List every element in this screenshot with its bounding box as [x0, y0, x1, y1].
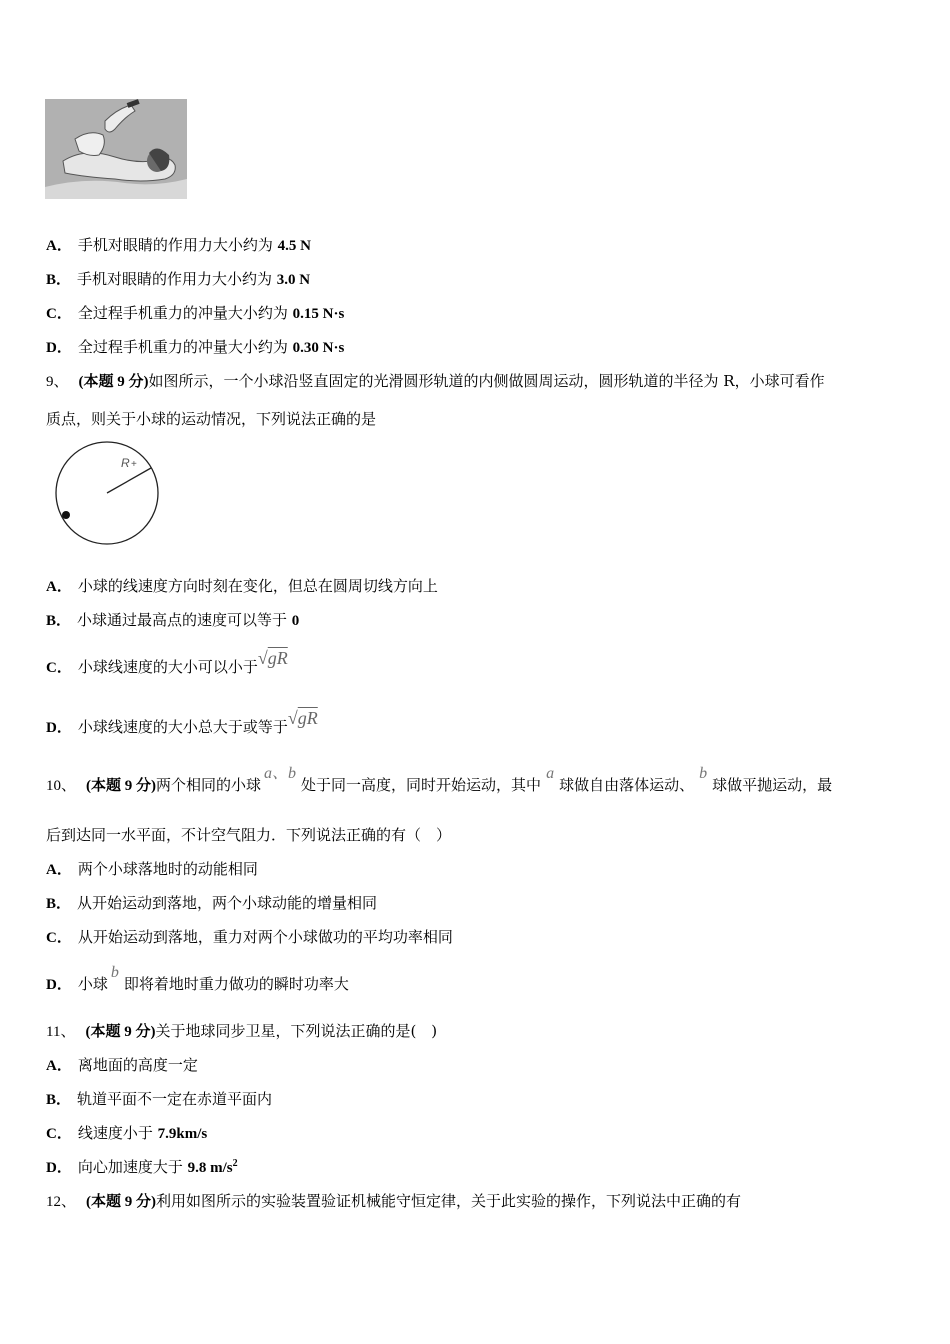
option-text: 小球线速度的大小总大于或等于 [77, 718, 288, 736]
option-label: B． [46, 896, 72, 912]
radius-arrow-icon: + [131, 459, 137, 470]
option-value: 0 [291, 613, 300, 629]
option-label: C． [46, 660, 72, 676]
q10-stem-line2 [46, 825, 451, 845]
option-text: 从开始运动到落地，两个小球动能的增量相同 [77, 894, 378, 912]
q9-option-d [46, 708, 318, 738]
option-label: B． [46, 613, 72, 629]
variable-a: a [264, 765, 273, 782]
option-label: A． [46, 862, 72, 878]
sqrt-radicand: gR [297, 708, 318, 728]
q9-option-c [46, 648, 288, 678]
option-label: B． [46, 1092, 72, 1108]
option-text: 线速度小于 [77, 1124, 158, 1142]
option-text: 两个小球落地时的动能相同 [77, 860, 258, 878]
question-stem-continued: 后到达同一水平面，不计空气阻力．下列说法正确的有（ ） [46, 826, 452, 844]
option-value: 7.9km/s [157, 1126, 208, 1142]
option-label: A． [46, 1058, 72, 1074]
option-value: 0.30 N·s [292, 340, 345, 356]
question-stem: 如图所示，一个小球沿竖直固定的光滑圆形轨道的内侧做圆周运动，圆形轨道的半径为 R，小球可看作 [148, 372, 825, 390]
question-score: (本题 9 分) [85, 1024, 156, 1040]
question-number: 11、 [46, 1024, 76, 1040]
question-score: (本题 9 分) [86, 1194, 157, 1210]
option-label: C． [46, 930, 72, 946]
question-stem: 关于地球同步卫星，下列说法正确的是( ) [155, 1022, 438, 1040]
q12-stem [46, 1191, 741, 1212]
question-score: (本题 9 分) [86, 778, 157, 794]
sqrt-expression: √gR [287, 708, 318, 728]
option-label: C． [46, 306, 72, 322]
q8-option-a [46, 235, 311, 256]
option-label: A． [46, 579, 72, 595]
option-text: 手机对眼睛的作用力大小约为 [77, 236, 278, 254]
question-score: (本题 9 分) [78, 374, 149, 390]
option-text: 全过程手机重力的冲量大小约为 [77, 304, 293, 322]
option-text: 手机对眼睛的作用力大小约为 [77, 270, 277, 288]
q11-option-b [46, 1089, 272, 1110]
question-stem-part3: 球做自由落体运动、 [559, 776, 695, 794]
q10-option-a [46, 859, 258, 880]
option-text-pre: 小球 [77, 975, 108, 993]
q8-option-c [46, 303, 344, 324]
variable-a: a [546, 765, 555, 782]
question-number: 12、 [46, 1194, 77, 1210]
option-label: D． [46, 1160, 72, 1176]
option-label: B． [46, 272, 72, 288]
option-label: D． [46, 720, 72, 736]
variable-b: b [288, 765, 297, 782]
radius-label: R [121, 456, 130, 470]
option-text: 小球线速度的大小可以小于 [77, 658, 258, 676]
option-label: C． [46, 1126, 72, 1142]
question-number: 9、 [46, 374, 69, 390]
question-stem: 利用如图所示的实验装置验证机械能守恒定律，关于此实验的操作，下列说法中正确的有 [156, 1192, 742, 1210]
option-text: 向心加速度大于 [77, 1158, 188, 1176]
question-stem-continued: 质点，则关于小球的运动情况，下列说法正确的是 [46, 410, 377, 428]
question-stem-part4: 球做平抛运动，最 [712, 776, 833, 794]
option-value: 3.0 N [276, 272, 311, 288]
sqrt-expression: √gR [257, 648, 288, 668]
q9-option-a [46, 576, 438, 597]
phone-reading-photo [45, 99, 187, 199]
q11-stem [46, 1021, 437, 1042]
radius-line [107, 468, 151, 493]
variable-b: b [699, 765, 708, 782]
q8-option-b [46, 269, 310, 290]
circular-track-figure [48, 440, 168, 550]
option-value: 4.5 N [277, 238, 311, 254]
q10-option-d [46, 964, 349, 995]
q9-stem-line1 [46, 371, 825, 392]
option-label: D． [46, 977, 72, 993]
option-value: 9.8 m/s [187, 1160, 233, 1176]
question-stem-part1: 两个相同的小球 [156, 776, 262, 794]
q10-option-c [46, 927, 453, 948]
option-value-superscript: 2 [232, 1158, 238, 1169]
q11-option-a [46, 1055, 198, 1076]
q8-option-d [46, 337, 344, 358]
variable-b: b [110, 964, 119, 981]
option-text: 小球的线速度方向时刻在变化，但总在圆周切线方向上 [77, 577, 438, 595]
q10-option-b [46, 893, 377, 914]
ball-dot [62, 511, 70, 519]
q9-option-b [46, 610, 299, 631]
q11-option-c [46, 1123, 207, 1144]
option-text: 小球通过最高点的速度可以等于 [77, 611, 292, 629]
option-text: 全过程手机重力的冲量大小约为 [77, 338, 293, 356]
option-text: 从开始运动到落地，重力对两个小球做功的平均功率相同 [77, 928, 453, 946]
option-label: D． [46, 340, 72, 356]
q10-stem-line1 [46, 765, 833, 796]
question-stem-part2: 处于同一高度，同时开始运动，其中 [301, 776, 542, 794]
option-value: 0.15 N·s [292, 306, 345, 322]
variable-separator: 、 [272, 765, 289, 782]
option-text: 离地面的高度一定 [77, 1056, 198, 1074]
option-label: A． [46, 238, 72, 254]
option-text: 轨道平面不一定在赤道平面内 [77, 1090, 273, 1108]
sqrt-radicand: gR [267, 648, 288, 668]
q9-stem-line2 [46, 409, 376, 429]
question-number: 10、 [46, 778, 77, 794]
q11-option-d [46, 1157, 238, 1180]
option-text-post: 即将着地时重力做功的瞬时功率大 [123, 975, 349, 993]
